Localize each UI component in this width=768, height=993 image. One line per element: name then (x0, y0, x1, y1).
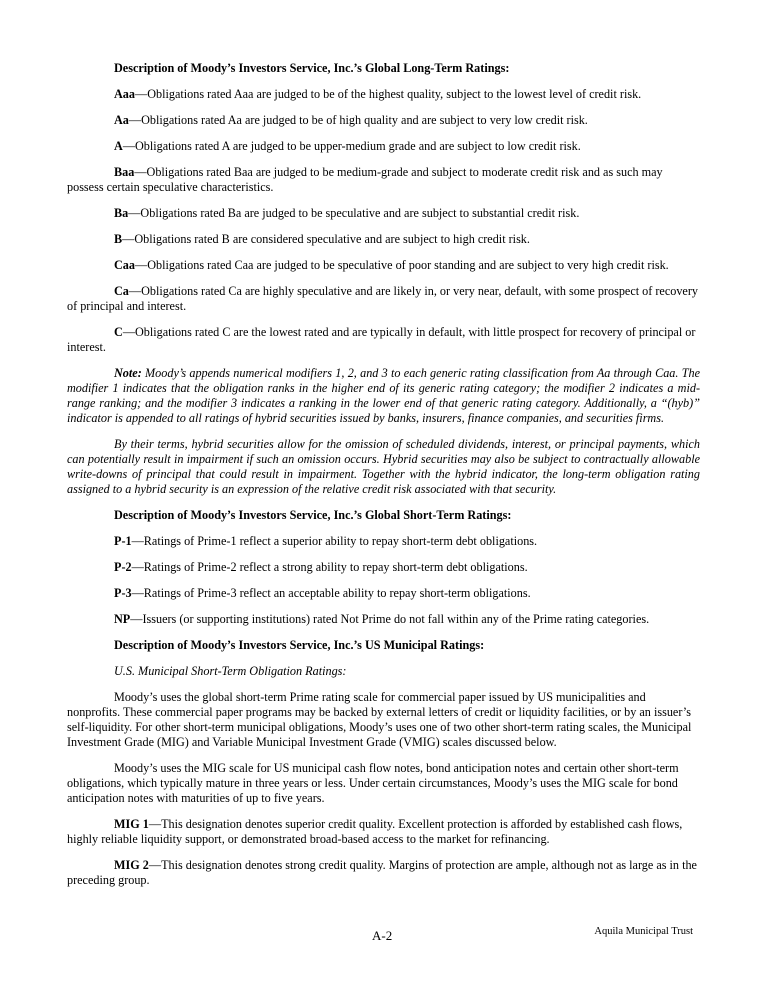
rating-mig2 (67, 858, 700, 888)
rating-term: Caa (114, 258, 135, 272)
note-text: Moody’s appends numerical modifiers 1, 2, and 3 to each generic rating classification from Aa through Caa. The modifier 1 indicates that the obligation ranks in the higher end of its generic rating category; the modifier 2 indicates a mid-range ranking; and the modifier 3 indicates a ranking in the lower end of that generic rating category. Additionally, a “(hyb)” indicator is appended to all ratings of hybrid securities issued by banks, insurers, finance companies, and securities firms. (67, 366, 700, 425)
page-number: A-2 (372, 928, 393, 943)
long-term-ratings-heading: Description of Moody’s Investors Service, Inc.’s Global Long-Term Ratings: (114, 61, 510, 75)
rating-definition: —This designation denotes superior credit quality. Excellent protection is afforded by established cash flows, highly reliable liquidity support, or demonstrated broad-based access to the market for refinancing. (67, 817, 683, 846)
municipal-short-term-subheading: U.S. Municipal Short-Term Obligation Ratings: (114, 664, 347, 678)
rating-term: C (114, 325, 123, 339)
rating-mig1 (67, 817, 700, 847)
rating-definition: —Obligations rated Aa are judged to be of high quality and are subject to very low credit risk. (128, 113, 588, 127)
rating-term: P-3 (114, 586, 132, 600)
rating-c (67, 325, 700, 355)
rating-term: Baa (114, 165, 135, 179)
note-label: Note: (114, 366, 142, 380)
rating-definition: —Ratings of Prime-3 reflect an acceptable ability to repay short-term obligations. (131, 586, 531, 600)
rating-definition: —This designation denotes strong credit quality. Margins of protection are ample, although not as large as in the preceding group. (67, 858, 697, 887)
rating-aa (67, 113, 700, 128)
rating-term: P-1 (114, 534, 132, 548)
modifiers-note (67, 366, 700, 426)
rating-term: Ba (114, 206, 129, 220)
rating-np (67, 612, 700, 627)
rating-definition: —Obligations rated Ba are judged to be speculative and are subject to substantial credit risk. (128, 206, 580, 220)
rating-definition: —Ratings of Prime-1 reflect a superior ability to repay short-term debt obligations. (131, 534, 538, 548)
rating-definition: —Obligations rated Caa are judged to be speculative of poor standing and are subject to very high credit risk. (135, 258, 669, 272)
municipal-ratings-heading: Description of Moody’s Investors Service, Inc.’s US Municipal Ratings: (114, 638, 485, 652)
rating-definition: —Obligations rated Ca are highly speculative and are likely in, or very near, default, with some prospect of recovery of principal and interest. (67, 284, 698, 313)
rating-b (67, 232, 700, 247)
document-body (67, 61, 700, 899)
short-term-ratings-heading: Description of Moody’s Investors Service, Inc.’s Global Short-Term Ratings: (114, 508, 512, 522)
rating-ba (67, 206, 700, 221)
rating-term: MIG 2 (114, 858, 149, 872)
rating-definition: —Obligations rated C are the lowest rated and are typically in default, with little prospect for recovery of principal or interest. (67, 325, 696, 354)
rating-ca (67, 284, 700, 314)
footer-trust-name: Aquila Municipal Trust (594, 926, 693, 937)
rating-p1 (67, 534, 700, 549)
rating-term: NP (114, 612, 131, 626)
rating-term: A (114, 139, 123, 153)
hybrid-securities-paragraph: By their terms, hybrid securities allow for the omission of scheduled dividends, interest, or principal payments, which can potentially result in impairment if such an omission occurs. Hybrid securities may also be subject to contractually allowable write-downs of principal that could result in impairment. Together with the hybrid indicator, the long-term obligation rating assigned to a hybrid security is an expression of the relative credit risk associated with that security. (67, 437, 700, 496)
rating-definition: —Obligations rated Baa are judged to be medium-grade and subject to moderate credit risk and as such may possess certain speculative characteristics. (67, 165, 663, 194)
rating-caa (67, 258, 700, 273)
rating-term: Ca (114, 284, 129, 298)
municipal-paragraph-2: Moody’s uses the MIG scale for US municipal cash flow notes, bond anticipation notes and certain other short-term obligations, which typically mature in three years or less. Under certain circumstances, Moody’s uses the MIG scale for bond anticipation notes with maturities of up to five years. (67, 761, 679, 805)
rating-term: MIG 1 (114, 817, 149, 831)
rating-p2 (67, 560, 700, 575)
rating-term: Aa (114, 113, 129, 127)
municipal-paragraph-1: Moody’s uses the global short-term Prime rating scale for commercial paper issued by US municipalities and nonprofits. These commercial paper programs may be backed by external letters of credit or liquidity facilities, or by an issuer’s self-liquidity. For other short-term municipal obligations, Moody’s uses one of two other short-term rating scales, the Municipal Investment Grade (MIG) and Variable Municipal Investment Grade (VMIG) scales discussed below. (67, 690, 692, 749)
rating-definition: —Issuers (or supporting institutions) rated Not Prime do not fall within any of the Prime rating categories. (130, 612, 650, 626)
rating-definition: —Obligations rated B are considered speculative and are subject to high credit risk. (122, 232, 530, 246)
rating-term: B (114, 232, 123, 246)
rating-aaa (67, 87, 700, 102)
rating-definition: —Obligations rated Aaa are judged to be of the highest quality, subject to the lowest level of credit risk. (135, 87, 642, 101)
rating-definition: —Ratings of Prime-2 reflect a strong ability to repay short-term debt obligations. (131, 560, 528, 574)
rating-p3 (67, 586, 700, 601)
rating-term: P-2 (114, 560, 132, 574)
rating-baa (67, 165, 700, 195)
rating-a (67, 139, 700, 154)
rating-term: Aaa (114, 87, 135, 101)
rating-definition: —Obligations rated A are judged to be upper-medium grade and are subject to low credit risk. (122, 139, 581, 153)
